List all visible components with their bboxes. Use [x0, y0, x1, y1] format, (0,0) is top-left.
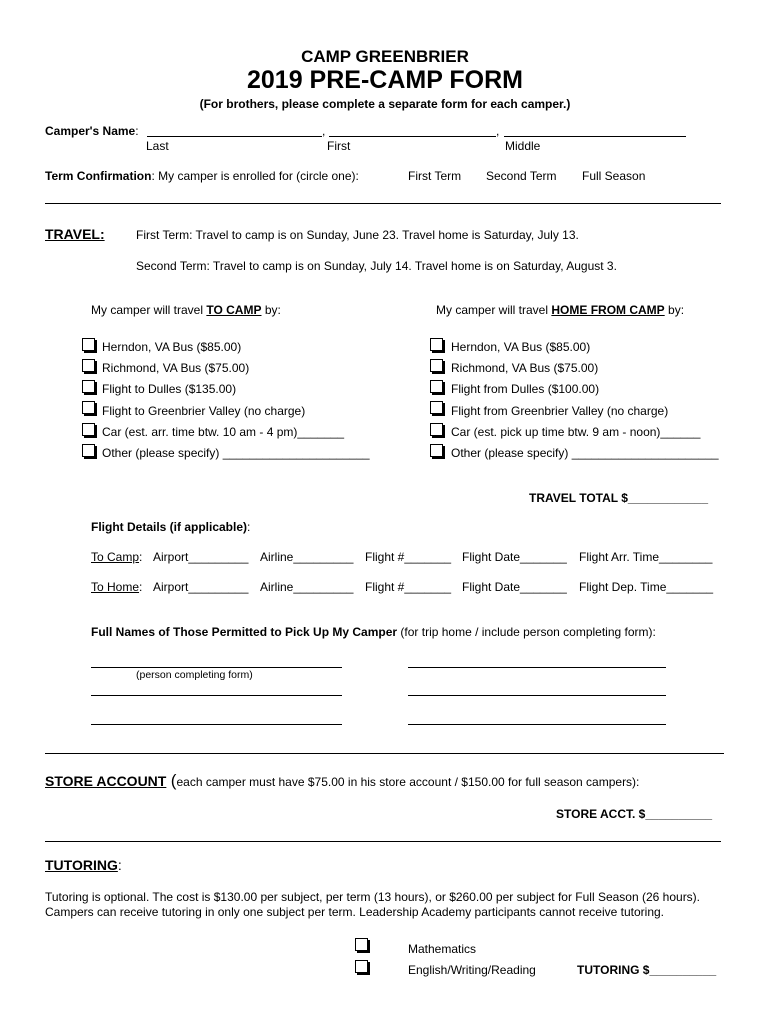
middle-caption: Middle	[505, 139, 541, 153]
to-home-departure-time[interactable]: Flight Dep. Time_______	[579, 580, 714, 594]
home-option: Richmond, VA Bus ($75.00)	[451, 361, 599, 375]
to-camp-option: Flight to Greenbrier Valley (no charge)	[102, 404, 306, 418]
to-camp-option: Richmond, VA Bus ($75.00)	[102, 361, 250, 375]
to-camp-option: Herndon, VA Bus ($85.00)	[102, 340, 242, 354]
checkbox[interactable]	[355, 960, 368, 973]
checkbox[interactable]	[430, 401, 443, 414]
checkbox[interactable]	[355, 938, 368, 951]
tutoring-option-english: English/Writing/Reading	[408, 963, 536, 977]
checkbox[interactable]	[430, 359, 443, 372]
camper-name-label: Camper's Name:	[45, 124, 139, 138]
checkbox[interactable]	[430, 338, 443, 351]
tutoring-heading: TUTORING:	[45, 857, 122, 873]
divider	[45, 841, 721, 842]
pickup-name-line[interactable]	[408, 724, 666, 725]
checkbox[interactable]	[82, 359, 95, 372]
tutoring-description: Tutoring is optional. The cost is $130.00 per subject, per term (13 hours), or $260.00 per subject for Full Season (26 hours). Campers can receive tutoring in only one subject per term. Leadership Academy participants cannot receive tutoring.	[45, 890, 701, 919]
to-camp-heading: My camper will travel TO CAMP by:	[91, 303, 281, 317]
travel-heading: TRAVEL:	[45, 226, 105, 242]
to-camp-option: Other (please specify) ______________________	[102, 446, 370, 460]
divider	[45, 203, 721, 204]
home-option: Flight from Dulles ($100.00)	[451, 382, 600, 396]
last-caption: Last	[146, 139, 169, 153]
flight-details-heading: Flight Details (if applicable):	[91, 520, 251, 534]
pickup-name-line[interactable]	[408, 695, 666, 696]
tutoring-option-math: Mathematics	[408, 942, 477, 956]
home-option: Car (est. pick up time btw. 9 am - noon)______	[451, 425, 701, 439]
divider	[45, 753, 724, 754]
pickup-heading: Full Names of Those Permitted to Pick Up My Camper (for trip home / include person completing form):	[91, 625, 656, 639]
camp-name: CAMP GREENBRIER	[301, 47, 469, 66]
first-name-field[interactable]	[329, 136, 496, 137]
to-camp-airport[interactable]: Airport_________	[153, 550, 249, 564]
term-second[interactable]: Second Term	[486, 169, 557, 183]
to-camp-flight-date[interactable]: Flight Date_______	[462, 550, 567, 564]
tutoring-total[interactable]: TUTORING $__________	[577, 963, 717, 977]
first-caption: First	[327, 139, 351, 153]
term-first[interactable]: First Term	[408, 169, 462, 183]
pickup-name-line[interactable]	[91, 724, 342, 725]
checkbox[interactable]	[82, 401, 95, 414]
last-name-field[interactable]	[147, 136, 322, 137]
store-account-heading: STORE ACCOUNT (each camper must have $75.00 in his store account / $150.00 for full season campers):	[45, 771, 640, 790]
travel-total[interactable]: TRAVEL TOTAL $____________	[529, 491, 708, 505]
form-subtitle: (For brothers, please complete a separate form for each camper.)	[199, 97, 571, 111]
form-title: 2019 PRE-CAMP FORM	[247, 66, 523, 94]
to-camp-flight-number[interactable]: Flight #_______	[365, 550, 452, 564]
to-camp-row-label: To Camp:	[91, 550, 143, 564]
pickup-name-line[interactable]	[91, 667, 342, 668]
term-confirmation: Term Confirmation: My camper is enrolled for (circle one):	[45, 169, 359, 183]
second-term-travel: Second Term: Travel to camp is on Sunday, July 14. Travel home is on Saturday, August 3.	[136, 259, 617, 273]
checkbox[interactable]	[82, 338, 95, 351]
to-camp-option: Car (est. arr. time btw. 10 am - 4 pm)_______	[102, 425, 345, 439]
to-home-airport[interactable]: Airport_________	[153, 580, 249, 594]
to-home-flight-number[interactable]: Flight #_______	[365, 580, 452, 594]
home-option: Flight from Greenbrier Valley (no charge)	[451, 404, 669, 418]
store-total[interactable]: STORE ACCT. $__________	[556, 807, 713, 821]
to-camp-arrival-time[interactable]: Flight Arr. Time________	[579, 550, 713, 564]
first-term-travel: First Term: Travel to camp is on Sunday, June 23. Travel home is Saturday, July 13.	[136, 228, 579, 242]
to-camp-airline[interactable]: Airline_________	[260, 550, 354, 564]
to-home-flight-date[interactable]: Flight Date_______	[462, 580, 567, 594]
checkbox[interactable]	[82, 423, 95, 436]
checkbox[interactable]	[82, 444, 95, 457]
to-camp-option: Flight to Dulles ($135.00)	[102, 382, 237, 396]
middle-name-field[interactable]	[504, 136, 686, 137]
person-completing-caption: (person completing form)	[136, 669, 253, 681]
home-option: Herndon, VA Bus ($85.00)	[451, 340, 591, 354]
to-home-row-label: To Home:	[91, 580, 143, 594]
checkbox[interactable]	[430, 444, 443, 457]
term-full-season[interactable]: Full Season	[582, 169, 646, 183]
checkbox[interactable]	[82, 380, 95, 393]
pickup-name-line[interactable]	[91, 695, 342, 696]
home-option: Other (please specify) ______________________	[451, 446, 719, 460]
to-home-airline[interactable]: Airline_________	[260, 580, 354, 594]
checkbox[interactable]	[430, 423, 443, 436]
pickup-name-line[interactable]	[408, 667, 666, 668]
checkbox[interactable]	[430, 380, 443, 393]
home-from-camp-heading: My camper will travel HOME FROM CAMP by:	[436, 303, 685, 317]
